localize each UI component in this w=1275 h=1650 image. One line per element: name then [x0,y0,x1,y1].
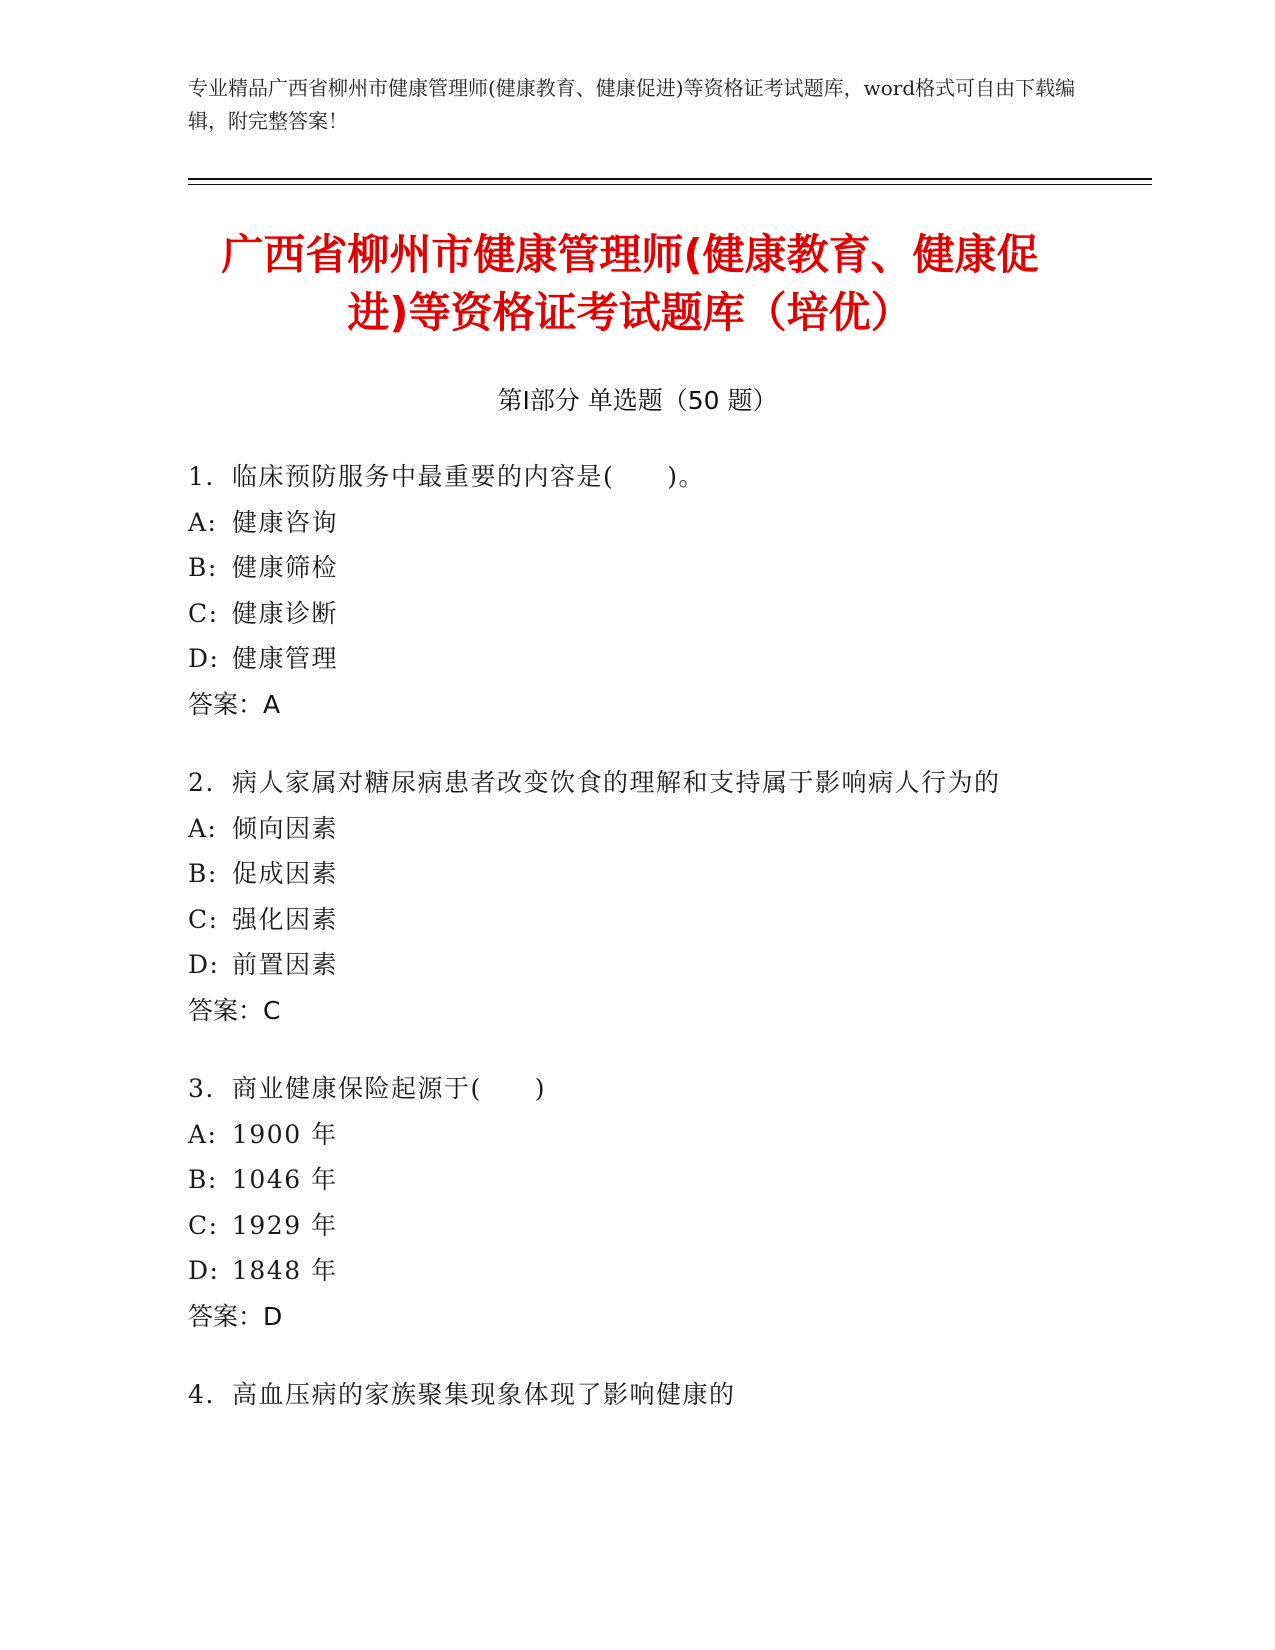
option-key: D: [188,950,220,979]
answer-line: 答案：D [188,1301,283,1331]
question-3 [188,1066,1128,1339]
answer-line: 答案：A [188,689,281,719]
question-number: 2. [188,768,215,797]
option-key: A: [188,507,218,537]
section-title: 第Ⅰ部分 单选题（50 题） [497,386,778,415]
option-text: 健康筛检 [232,553,339,582]
option-key: A: [188,1119,218,1149]
option-d [188,636,1128,682]
question-1 [188,454,1128,727]
option-a [188,500,1128,546]
option-key: C: [188,904,219,934]
option-text: 前置因素 [232,950,339,979]
question-stem [188,1372,1128,1418]
question-2 [188,760,1128,1033]
option-b [188,545,1128,591]
document-title-line1: 广西省柳州市健康管理师(健康教育、健康促 [221,230,1039,279]
question-4 [188,1372,1128,1418]
option-c [188,591,1128,637]
option-text: 促成因素 [232,859,339,888]
option-text: 强化因素 [232,904,339,934]
option-b [188,1157,1128,1203]
question-number: 1. [188,462,215,491]
option-key: D: [188,644,220,673]
question-stem [188,1066,1128,1112]
option-text: 健康诊断 [232,598,339,628]
option-d [188,1248,1128,1294]
option-key: B: [188,1165,218,1194]
option-a [188,1112,1128,1158]
question-text: 临床预防服务中最重要的内容是( )。 [232,462,706,491]
option-key: D: [188,1256,220,1285]
option-text: 倾向因素 [232,813,339,843]
option-key: C: [188,598,219,628]
question-stem [188,760,1128,806]
question-text: 高血压病的家族聚集现象体现了影响健康的 [232,1380,736,1409]
option-text: 1046 年 [232,1165,338,1194]
option-a [188,806,1128,852]
question-number: 3. [188,1074,215,1103]
question-text: 病人家属对糖尿病患者改变饮食的理解和支持属于影响病人行为的 [232,768,1001,797]
question-text: 商业健康保险起源于( ) [232,1074,547,1103]
option-key: B: [188,859,218,888]
option-key: C: [188,1210,219,1240]
option-b [188,851,1128,897]
option-text: 健康咨询 [232,507,339,537]
document-title-line2: 进)等资格证考试题库（培优） [347,288,913,337]
option-text: 1929 年 [232,1210,338,1240]
option-text: 1900 年 [232,1119,338,1149]
header-rule-thick [188,178,1152,180]
document-title [160,226,1100,342]
header-rule-thin [188,184,1152,185]
option-text: 健康管理 [232,644,339,673]
answer-line: 答案：C [188,995,281,1025]
question-number: 4. [188,1380,215,1409]
option-d [188,942,1128,988]
option-key: A: [188,813,218,843]
header-note: 专业精品广西省柳州市健康管理师(健康教育、健康促进)等资格证考试题库，word格式可自由下载编辑，附完整答案！ [188,76,1076,133]
option-text: 1848 年 [232,1256,338,1285]
option-c [188,1203,1128,1249]
option-key: B: [188,553,218,582]
question-stem [188,454,1128,500]
option-c [188,897,1128,943]
